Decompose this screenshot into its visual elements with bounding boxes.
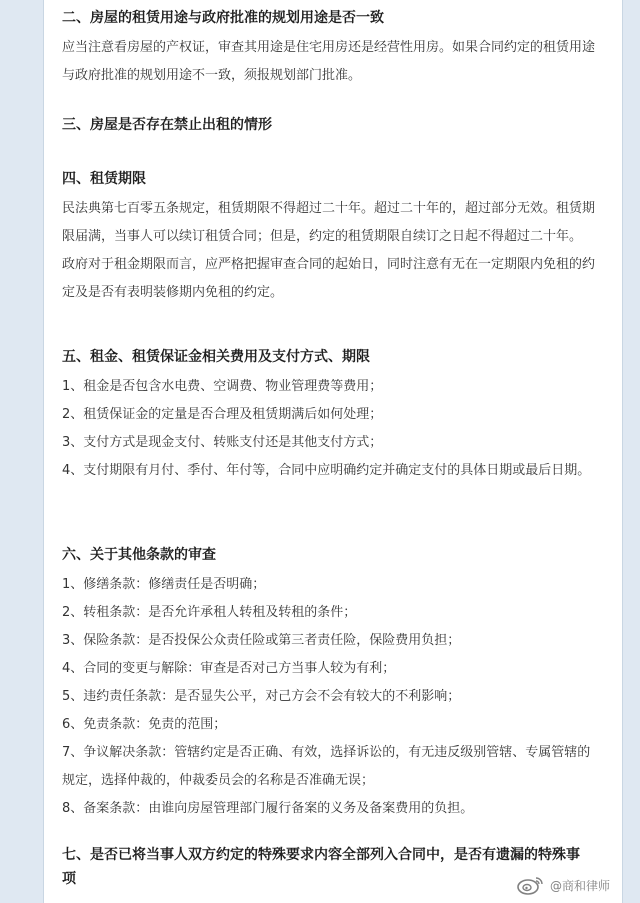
list-item: 2、租赁保证金的定量是否合理及租赁期满后如何处理； [62,407,383,422]
list-item: 3、支付方式是现金支付、转账支付还是其他支付方式； [62,435,383,450]
weibo-logo-icon [516,875,544,895]
watermark-text: @商和律师 [549,878,610,893]
section-5-list [62,373,602,485]
list-item: 3、保险条款：是否投保公众责任险或第三者责任险，保险费用负担； [62,633,461,648]
section-4-heading: 四、租赁期限 [62,171,146,187]
section-4-paragraph-2: 政府对于租金期限而言，应严格把握审查合同的起始日，同时注意有无在一定期限内免租的约定及是否有表明装修期内免租的约定。 [62,257,596,300]
list-item: 1、修缮条款：修缮责任是否明确； [62,577,266,592]
watermark [516,875,610,895]
section-7-heading-line-2: 项 [62,871,76,887]
section-5-heading: 五、租金、租赁保证金相关费用及支付方式、期限 [62,349,370,365]
list-item: 5、违约责任条款：是否显失公平，对己方会不会有较大的不利影响； [62,689,461,704]
section-4 [62,167,602,307]
section-6-list [62,571,602,823]
section-7-heading-line-1: 七、是否已将当事人双方约定的特殊要求内容全部列入合同中，是否有遗漏的特殊事 [62,847,580,863]
section-2-heading: 二、房屋的租赁用途与政府批准的规划用途是否一致 [62,10,384,26]
list-item: 4、支付期限有月付、季付、年付等，合同中应明确约定并确定支付的具体日期或最后日期。 [62,463,591,478]
list-item: 2、转租条款：是否允许承租人转租及转租的条件； [62,605,357,620]
list-item: 8、备案条款：由谁向房屋管理部门履行备案的义务及备案费用的负担。 [62,801,474,816]
section-5 [62,345,602,485]
section-2-paragraph: 应当注意看房屋的产权证，审查其用途是住宅用房还是经营性用房。如果合同约定的租赁用途与政府批准的规划用途不一致，须报规划部门批准。 [62,40,596,83]
list-item: 6、免责条款：免责的范围； [62,717,227,732]
list-item: 1、租金是否包含水电费、空调费、物业管理费等费用； [62,379,383,394]
section-6-heading: 六、关于其他条款的审查 [62,547,216,563]
section-2 [62,6,602,90]
document-page [44,0,622,903]
list-item: 4、合同的变更与解除：审查是否对己方当事人较为有利； [62,661,396,676]
section-6 [62,543,602,823]
section-4-paragraph-1: 民法典第七百零五条规定，租赁期限不得超过二十年。超过二十年的，超过部分无效。租赁期限届满，当事人可以续订租赁合同；但是，约定的租赁期限自续订之日起不得超过二十年。 [62,201,596,244]
section-3-heading: 三、房屋是否存在禁止出租的情形 [62,117,272,133]
section-3 [62,113,602,137]
list-item: 7、争议解决条款：管辖约定是否正确、有效，选择诉讼的，有无违反级别管辖、专属管辖的规定，选择仲裁的，仲裁委员会的名称是否准确无误； [62,745,591,788]
